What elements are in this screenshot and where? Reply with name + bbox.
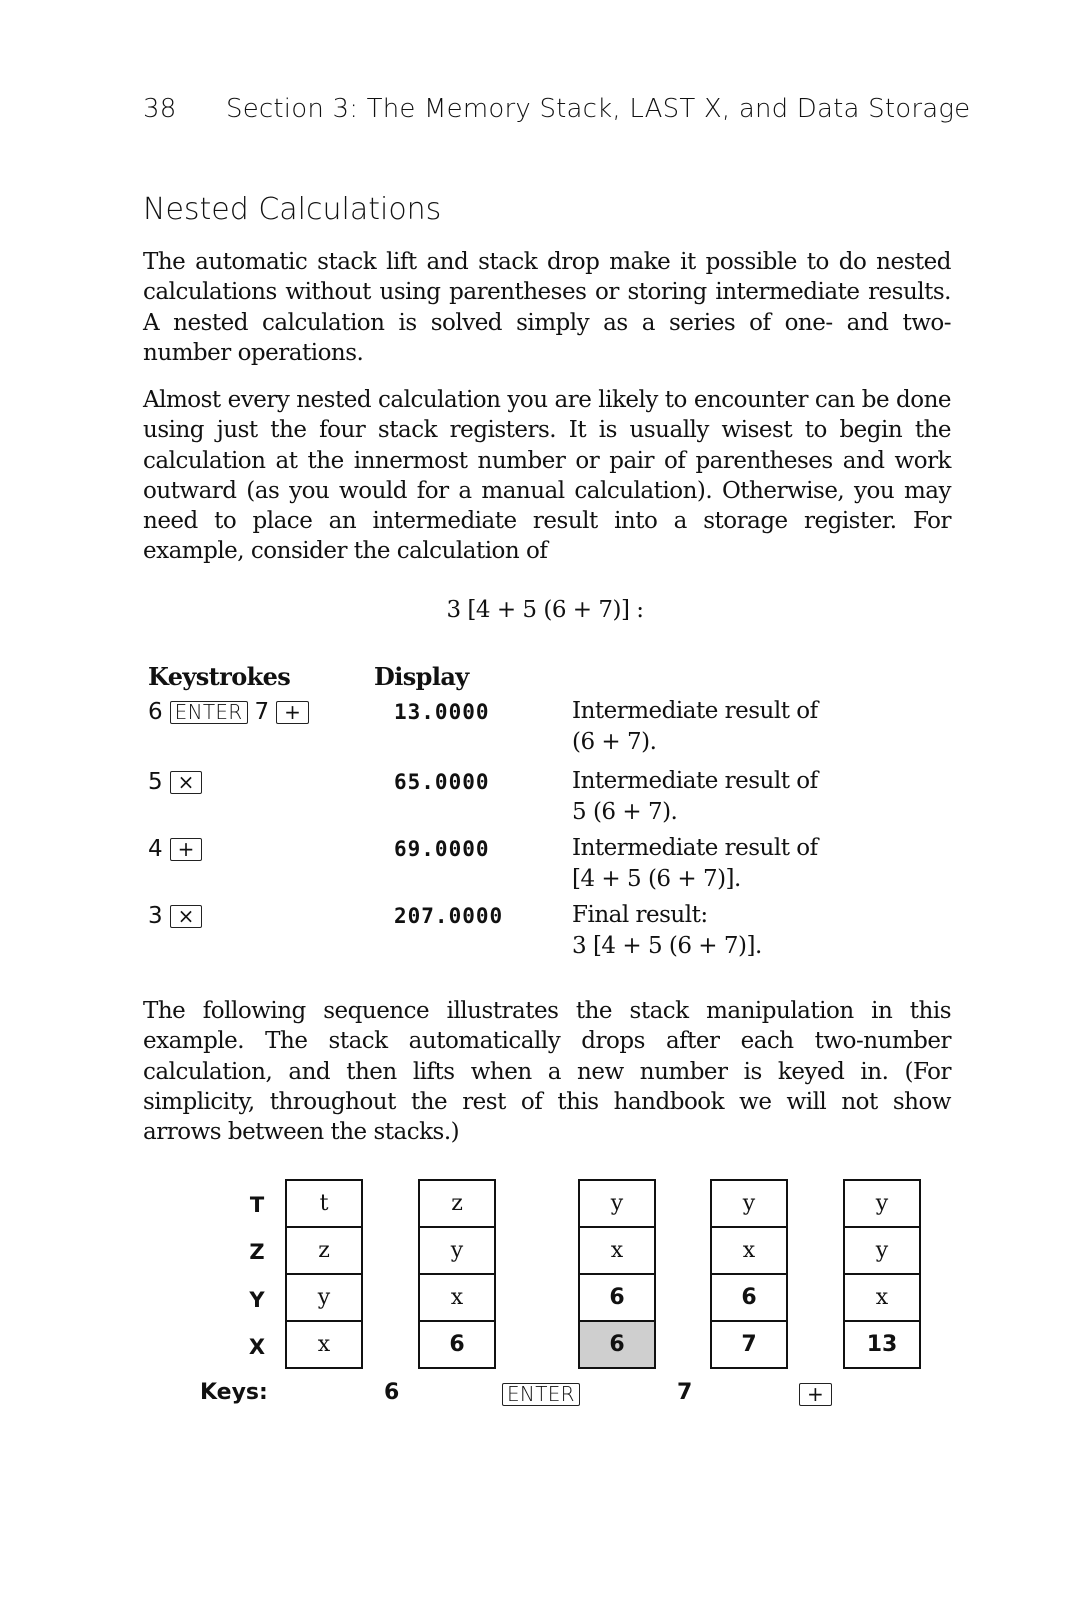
stack-cell: y [580, 1181, 654, 1228]
digit: 4 [148, 836, 163, 862]
note [572, 766, 818, 827]
note-line: Intermediate result of [572, 768, 818, 794]
digit: 7 [254, 699, 270, 725]
stack-cell: z [420, 1181, 494, 1228]
multiply-key: × [170, 771, 203, 794]
stack-cell: 7 [741, 1332, 757, 1357]
stack-cell: y [712, 1181, 786, 1228]
plus-key: + [276, 701, 309, 724]
enter-key-wrap [502, 1381, 580, 1406]
stack-cell-highlighted: 6 [580, 1322, 654, 1367]
stack-cell: x [420, 1275, 494, 1322]
note [572, 833, 818, 894]
display-value: 65.0000 [394, 770, 490, 794]
page-number: 38 [143, 94, 177, 124]
digit: 6 [148, 699, 163, 725]
note-line: Intermediate result of [572, 698, 818, 724]
keystroke-row-4 [148, 903, 202, 929]
key-digit-7: 7 [677, 1380, 693, 1405]
note [572, 696, 818, 757]
key-digit-6: 6 [384, 1380, 400, 1405]
stack-cell: y [845, 1181, 919, 1228]
keys-label: Keys: [200, 1380, 268, 1405]
stack-cell: x [317, 1332, 331, 1357]
note-line: (6 + 7). [572, 728, 657, 755]
note-line: Intermediate result of [572, 835, 818, 861]
display-value: 69.0000 [394, 837, 490, 861]
note-line: Final result: [572, 902, 708, 928]
formula: 3 [4 + 5 (6 + 7)] : [446, 597, 644, 623]
paragraph-3: The following sequence illustrates the stack manipulation in this example. The stack automatically drops after each two-number calculation, and then lifts when a new number is keyed in. (For simplicity, throughout the rest of this handbook we will not show arrows between the stacks.) [143, 998, 951, 1146]
register-label-t: T [249, 1193, 265, 1217]
register-label-x: X [248, 1335, 266, 1359]
register-label-y: Y [249, 1288, 265, 1312]
stack-cell: z [287, 1228, 361, 1275]
enter-key: ENTER [170, 701, 248, 724]
plus-key-wrap [799, 1381, 832, 1406]
keystroke-row-3 [148, 836, 202, 862]
display-header: Display [374, 662, 469, 691]
display-value: 207.0000 [394, 904, 504, 928]
multiply-key: × [170, 905, 203, 928]
display-value: 13.0000 [394, 700, 490, 724]
stack-cell: x [712, 1228, 786, 1275]
stack-cell: 6 [580, 1275, 654, 1322]
section-title: Section 3: The Memory Stack, LAST X, and Data Storage [226, 94, 971, 124]
stack-1 [285, 1179, 363, 1369]
stack-cell: y [287, 1275, 361, 1322]
note-line: 5 (6 + 7). [572, 798, 678, 825]
stack-5 [843, 1179, 921, 1369]
keystroke-row-2 [148, 769, 202, 795]
paragraph-1: The automatic stack lift and stack drop make it possible to do nested calculations without using parentheses or storing intermediate results. A nested calculation is solved simply as a series of one- and two-number operations. [143, 249, 951, 366]
stack-cell: 6 [712, 1275, 786, 1322]
note [572, 900, 762, 961]
page-header [143, 94, 970, 124]
digit: 5 [148, 769, 163, 795]
stack-cell: 13 [866, 1332, 898, 1357]
stack-cell: y [420, 1228, 494, 1275]
plus-key: + [799, 1383, 832, 1406]
keystrokes-header: Keystrokes [148, 662, 291, 691]
keystroke-row-1 [148, 699, 309, 725]
stack-cell: x [845, 1275, 919, 1322]
stack-cell: t [287, 1181, 361, 1228]
digit: 3 [148, 903, 163, 929]
stack-cell: 6 [449, 1332, 465, 1357]
section-heading: Nested Calculations [143, 192, 442, 227]
note-line: [4 + 5 (6 + 7)]. [572, 865, 741, 892]
plus-key: + [170, 838, 203, 861]
stack-4 [710, 1179, 788, 1369]
register-label-z: Z [249, 1240, 265, 1264]
enter-key: ENTER [502, 1383, 580, 1406]
stack-cell: x [580, 1228, 654, 1275]
stack-3 [578, 1179, 656, 1369]
note-line: 3 [4 + 5 (6 + 7)]. [572, 932, 762, 959]
paragraph-2: Almost every nested calculation you are likely to encounter can be done using just the four stack registers. It is usually wisest to begin the calculation at the innermost number or pair of parentheses and work outward (as you would for a manual calculation). Otherwise, you may need to place an intermediate result into a storage register. For example, consider the calculation of [143, 387, 951, 565]
stack-2 [418, 1179, 496, 1369]
stack-cell: y [845, 1228, 919, 1275]
